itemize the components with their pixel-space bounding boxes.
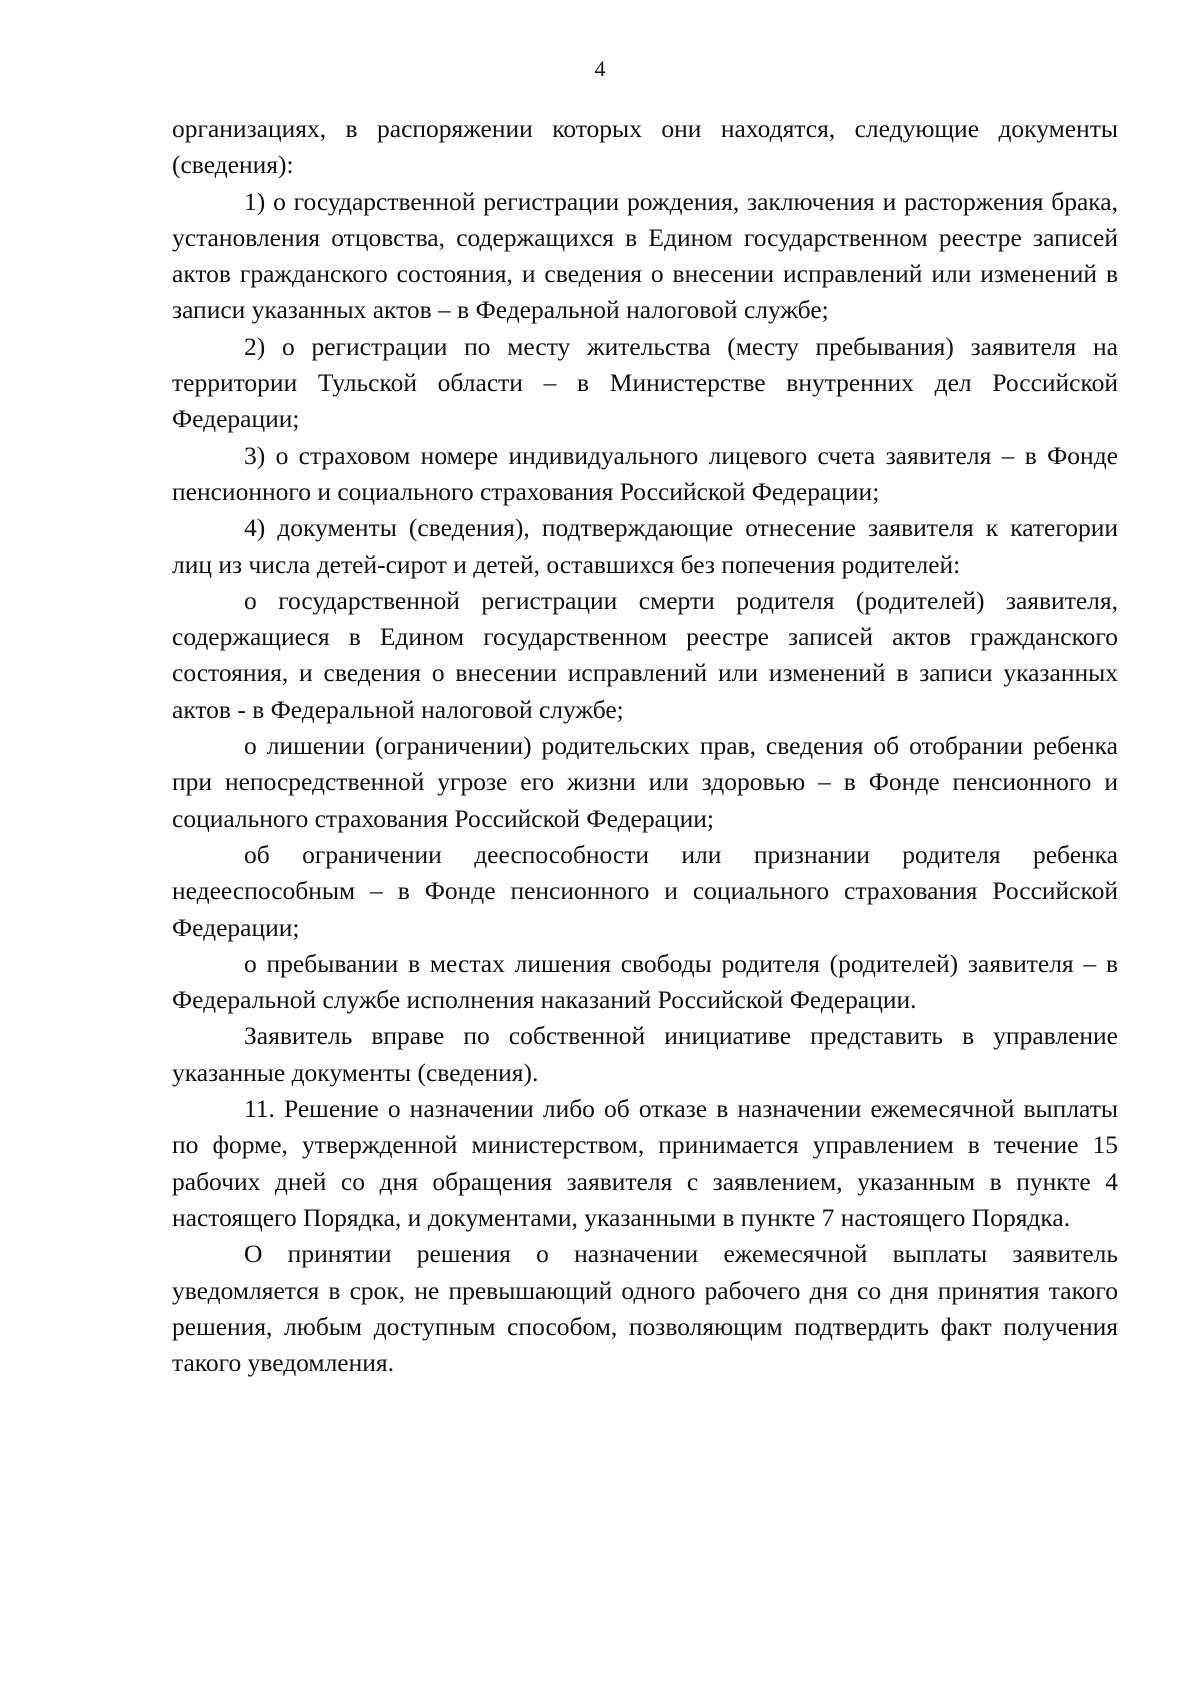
paragraph-continuation: организациях, в распоряжении которых они находятся, следующие документы (сведения): — [172, 114, 1118, 180]
paragraph-subitem-incapacity: об ограничении дееспособности или признании родителя ребенка недееспособным – в Фонде пенсионного и социального страхования Российской Федерации; — [172, 839, 1118, 942]
paragraph-notification: О принятии решения о назначении ежемесячной выплаты заявитель уведомляется в срок, не превышающий одного рабочего дня со дня принятия такого решения, любым доступным способом, позволяющим подтвердить факт получения такого уведомления. — [172, 1239, 1118, 1378]
paragraph-item-2: 2) о регистрации по месту жительства (месту пребывания) заявителя на территории Тульской области – в Министерстве внутренних дел Российской Федерации; — [172, 331, 1118, 434]
paragraph-applicant-initiative: Заявитель вправе по собственной инициативе представить в управление указанные документы (сведения). — [172, 1021, 1118, 1087]
paragraph-clause-11: 11. Решение о назначении либо об отказе в назначении ежемесячной выплаты по форме, утвержденной министерством, принимается управлением в течение 15 рабочих дней со дня обращения заявителя с заявлением, указанным в пункте 4 настоящего Порядка, и документами, указанными в пункте 7 настоящего Порядка. — [172, 1094, 1118, 1232]
paragraph-item-1: 1) о государственной регистрации рождения, заключения и расторжения брака, установления отцовства, содержащихся в Едином государственном реестре записей актов гражданского состояния, и сведения о внесении исправлений или изменений в записи указанных актов – в Федеральной налоговой службе; — [172, 186, 1118, 325]
paragraph-subitem-death-registration: о государственной регистрации смерти родителя (родителей) заявителя, содержащиеся в Едином государственном реестре записей актов гражданского состояния, и сведения о внесении исправлений или изменений в записи указанных актов - в Федеральной налоговой службе; — [172, 585, 1118, 724]
document-body — [172, 111, 1118, 1381]
paragraph-subitem-imprisonment: о пребывании в местах лишения свободы родителя (родителей) заявителя – в Федеральной службе исполнения наказаний Российской Федерации. — [172, 948, 1118, 1015]
page-number: 4 — [594, 56, 606, 81]
paragraph-subitem-parental-rights: о лишении (ограничении) родительских прав, сведения об отобрании ребенка при непосредственной угрозе его жизни или здоровью – в Фонде пенсионного и социального страхования Российской Федерации; — [172, 731, 1118, 833]
paragraph-item-3: 3) о страховом номере индивидуального лицевого счета заявителя – в Фонде пенсионного и социального страхования Российской Федерации; — [172, 440, 1118, 506]
paragraph-item-4: 4) документы (сведения), подтверждающие отнесение заявителя к категории лиц из числа детей-сирот и детей, оставшихся без попечения родителей: — [172, 513, 1118, 579]
